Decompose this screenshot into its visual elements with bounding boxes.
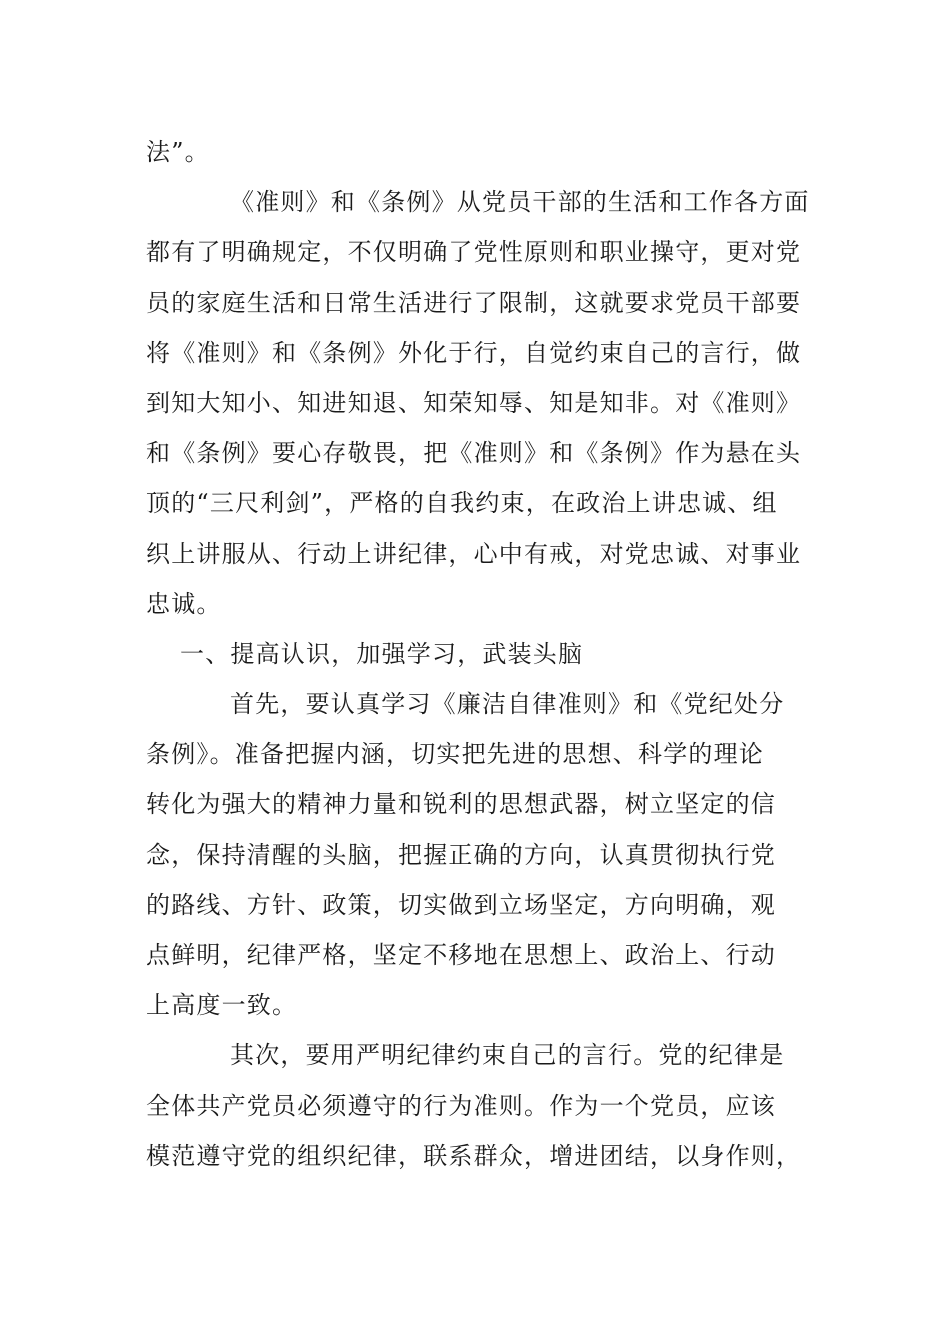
text-line: 全体共产党员必须遵守的行为准则。作为一个党员，应该	[146, 1091, 776, 1120]
text-line: 念，保持清醒的头脑，把握正确的方向，认真贯彻执行党	[146, 840, 776, 869]
section-heading: 一、提高认识，加强学习，武装头脑	[180, 639, 584, 668]
text-line: 点鲜明，纪律严格，坚定不移地在思想上、政治上、行动	[146, 941, 776, 969]
text-line: 模范遵守党的组织纪律，联系群众，增进团结，以身作则，	[146, 1141, 802, 1170]
text-line: 法”。	[146, 138, 210, 166]
text-line: 都有了明确规定，不仅明确了党性原则和职业操守，更对党	[146, 238, 802, 267]
text-line: 织上讲服从、行动上讲纪律，心中有戒，对党忠诚、对事业	[146, 539, 802, 568]
text-line: 将《准则》和《条例》外化于行，自觉约束自己的言行，做	[146, 338, 802, 367]
text-line: 条例》。准备把握内涵，切实把先进的思想、科学的理论	[146, 740, 764, 769]
text-line: 首先，要认真学习《廉洁自律准则》和《党纪处分	[230, 690, 785, 719]
text-line: 《准则》和《条例》从党员干部的生活和工作各方面	[230, 188, 810, 217]
text-line: 顶的“三尺利剑”，严格的自我约束，在政治上讲忠诚、组	[146, 489, 778, 518]
text-line: 其次，要用严明纪律约束自己的言行。党的纪律是	[230, 1041, 785, 1070]
text-line: 忠诚。	[146, 589, 222, 618]
text-line: 转化为强大的精神力量和锐利的思想武器，树立坚定的信	[146, 790, 776, 819]
text-line: 员的家庭生活和日常生活进行了限制，这就要求党员干部要	[146, 288, 802, 317]
text-line: 的路线、方针、政策，切实做到立场坚定，方向明确，观	[146, 890, 776, 919]
text-line: 到知大知小、知进知退、知荣知辱、知是知非。对《准则》	[146, 388, 802, 417]
text-line: 和《条例》要心存敬畏，把《准则》和《条例》作为悬在头	[146, 439, 802, 468]
text-line: 上高度一致。	[146, 991, 298, 1020]
document-body	[146, 127, 808, 1181]
